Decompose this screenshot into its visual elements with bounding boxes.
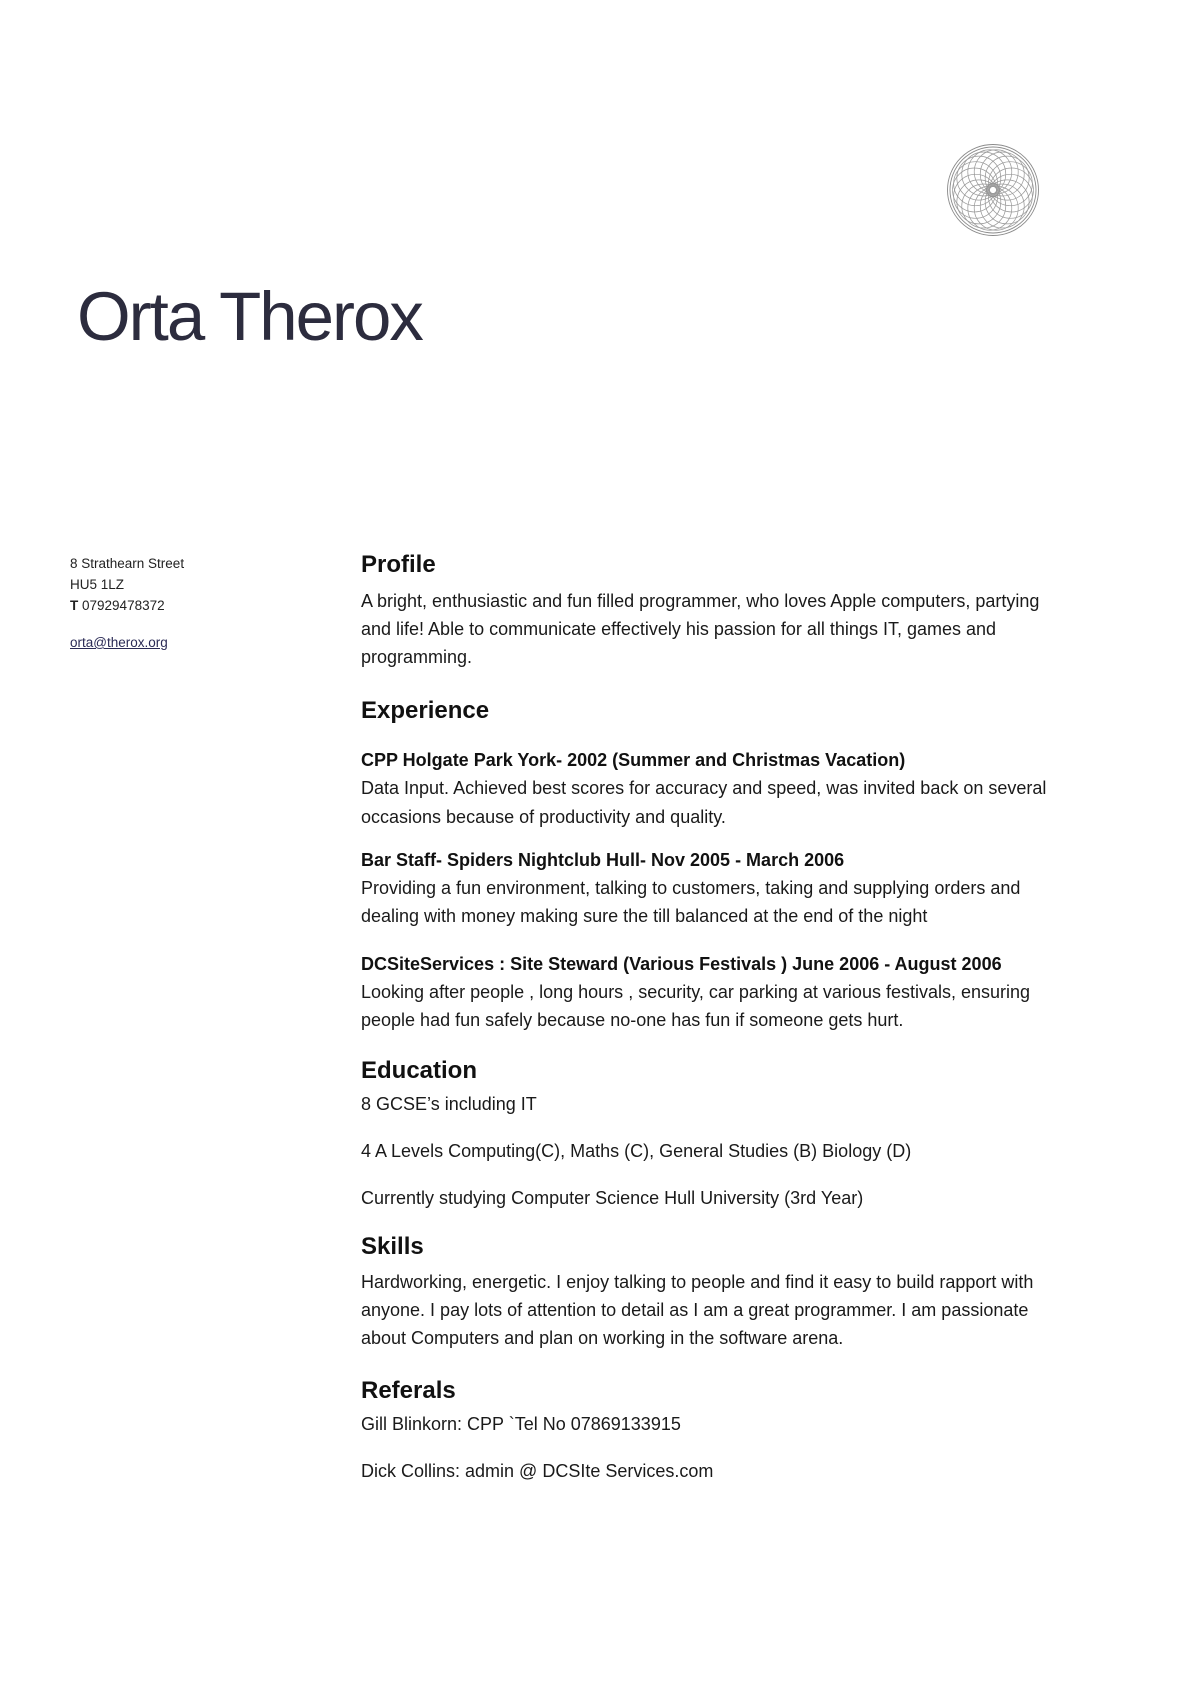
address-street: 8 Strathearn Street bbox=[70, 556, 185, 571]
job-title: DCSiteServices : Site Steward (Various Festivals ) June 2006 - August 2006 bbox=[361, 954, 1002, 974]
contact-block bbox=[70, 553, 320, 653]
telephone bbox=[70, 595, 320, 616]
job-entry bbox=[361, 746, 1061, 832]
job-title: CPP Holgate Park York- 2002 (Summer and Christmas Vacation) bbox=[361, 750, 906, 770]
job-entry bbox=[361, 950, 1061, 1034]
experience-heading: Experience bbox=[361, 697, 490, 724]
email-link[interactable]: orta@therox.org bbox=[70, 635, 168, 650]
referal-item: Gill Blinkorn: CPP `Tel No 07869133915 bbox=[361, 1414, 681, 1434]
referals-section bbox=[361, 1374, 1061, 1485]
education-item: Currently studying Computer Science Hull University (3rd Year) bbox=[361, 1188, 864, 1208]
referal-item: Dick Collins: admin @ DCSIte Services.com bbox=[361, 1461, 714, 1481]
main-content bbox=[361, 548, 1061, 1485]
skills-heading: Skills bbox=[361, 1233, 424, 1260]
experience-section bbox=[361, 694, 1061, 1034]
profile-text: A bright, enthusiastic and fun filled programmer, who loves Apple computers, partying and life! Able to communicate effectively his passion for all things IT, games and programming. bbox=[361, 591, 1040, 667]
job-title: Bar Staff- Spiders Nightclub Hull- Nov 2005 - March 2006 bbox=[361, 850, 845, 870]
education-item: 8 GCSE’s including IT bbox=[361, 1094, 537, 1114]
telephone-label: T bbox=[70, 598, 79, 613]
job-description: Looking after people , long hours , security, car parking at various festivals, ensuring people had fun safely because no-one has fun if someone gets hurt. bbox=[361, 982, 1031, 1030]
address-postcode: HU5 1LZ bbox=[70, 577, 125, 592]
job-description: Providing a fun environment, talking to customers, taking and supplying orders and dealing with money making sure the till balanced at the end of the night bbox=[361, 878, 1021, 926]
telephone-number: 07929478372 bbox=[82, 598, 165, 613]
job-entry bbox=[361, 846, 1061, 930]
skills-text: Hardworking, energetic. I enjoy talking to people and find it easy to build rapport with anyone. I pay lots of attention to detail as I am a great programmer. I am passionate about Computers and plan on working in the software arena. bbox=[361, 1272, 1034, 1348]
education-item: 4 A Levels Computing(C), Maths (C), General Studies (B) Biology (D) bbox=[361, 1141, 912, 1161]
job-description: Data Input. Achieved best scores for accuracy and speed, was invited back on several occasions because of productivity and quality. bbox=[361, 778, 1047, 827]
profile-section bbox=[361, 548, 1061, 671]
education-heading: Education bbox=[361, 1057, 478, 1084]
skills-section bbox=[361, 1230, 1061, 1352]
profile-heading: Profile bbox=[361, 551, 436, 578]
person-name: Orta Therox bbox=[77, 278, 422, 355]
education-section bbox=[361, 1054, 1061, 1212]
spirograph-logo-icon bbox=[946, 143, 1040, 237]
referals-heading: Referals bbox=[361, 1377, 456, 1404]
